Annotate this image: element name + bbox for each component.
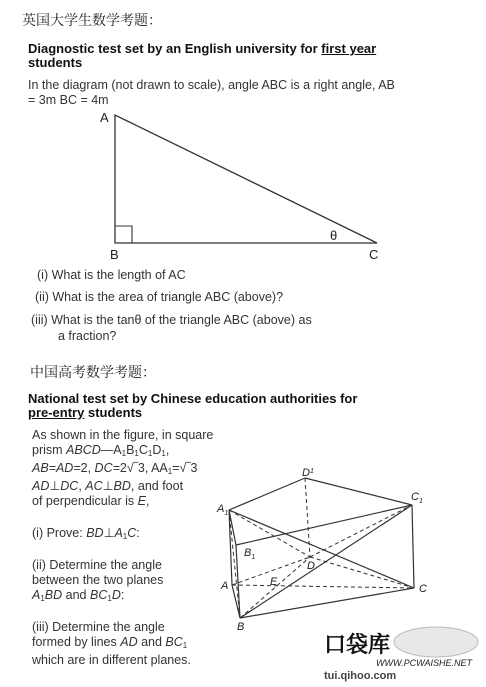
car-logo-icon xyxy=(394,627,478,657)
edge-a-c xyxy=(232,585,414,588)
section2-cn-title: 中国高考数学考题： xyxy=(30,365,156,381)
subscript: 1 xyxy=(121,449,127,458)
q2-math: D xyxy=(111,588,121,602)
label-c1-letter: C xyxy=(411,491,419,503)
angle-label-theta: θ xyxy=(330,228,338,243)
label-b1-sub: 1 xyxy=(251,554,256,561)
edge-b-c xyxy=(240,588,414,618)
edge-a1-d xyxy=(229,510,310,557)
label-a1-sub: 1 xyxy=(224,510,229,517)
q3-text: formed by lines xyxy=(32,635,121,649)
subscript: 1 xyxy=(161,449,166,458)
vertex-label-a: A xyxy=(100,110,109,125)
subscript: 1 xyxy=(107,594,112,603)
edge-d-c xyxy=(310,557,414,588)
perp-math: AD xyxy=(32,479,50,493)
label-b1-letter: B xyxy=(244,547,252,559)
section1-heading-text2: students xyxy=(28,55,83,70)
label-d1-letter: D xyxy=(302,467,310,479)
q3-line-3: which are in different planes. xyxy=(32,653,191,667)
q3-math: AD xyxy=(120,635,138,649)
label-d: D xyxy=(307,560,315,572)
edge-b1-c1 xyxy=(236,505,412,545)
label-d1-sub: 1 xyxy=(309,468,314,475)
intro-line-1: As shown in the figure, in square xyxy=(32,428,214,442)
q2-math: A xyxy=(32,588,41,602)
intro-text: , xyxy=(165,443,170,457)
perp-math: BD xyxy=(113,479,131,493)
section1-question-2: (ii) What is the area of triangle ABC (above)? xyxy=(35,290,284,304)
perp-text: , xyxy=(78,479,86,493)
label-c1 xyxy=(411,491,423,505)
edge-d1-d xyxy=(305,478,310,557)
section2-heading-line2: students xyxy=(84,405,143,420)
intro-math: ABCD xyxy=(66,443,101,457)
section2-heading-underlined: pre-entry xyxy=(28,405,85,420)
cond-math: DC= xyxy=(94,461,120,475)
section1-question-1: (i) What is the length of AC xyxy=(37,268,186,282)
perp-text: of perpendicular is xyxy=(32,494,138,508)
section1-heading-underlined: first year xyxy=(321,41,377,56)
perp-math: E xyxy=(137,494,146,508)
q2-text: and xyxy=(62,588,90,602)
vertex-label-b: B xyxy=(110,247,119,262)
cond-math: AB=AD= xyxy=(32,461,81,475)
q1-text: (i) Prove: xyxy=(32,526,87,540)
subscript: 1 xyxy=(147,449,153,458)
perp-symbol: ⊥ xyxy=(102,479,114,493)
edge-d1-c1 xyxy=(305,478,412,505)
label-a: A xyxy=(221,580,229,592)
section1-cn-title: 英国大学生数学考题： xyxy=(22,13,162,29)
section1-question-3-cont: a fraction? xyxy=(58,329,117,343)
intro-text: B xyxy=(126,443,135,457)
perp-text: , and foot xyxy=(130,479,184,493)
subscript: 1 xyxy=(122,532,128,541)
q2-math: BC xyxy=(89,588,108,602)
prism-labels xyxy=(216,467,427,633)
q2-line-1: (ii) Determine the angle xyxy=(32,558,162,572)
subscript: 1 xyxy=(40,594,45,603)
watermark-url2: tui.qihoo.com xyxy=(324,670,397,682)
label-b: B xyxy=(237,621,245,633)
label-c: C xyxy=(419,583,427,595)
vertex-label-c: C xyxy=(369,247,379,262)
subscript: 1 xyxy=(167,467,173,476)
cond-text: =√‾3 xyxy=(172,461,198,475)
q1-symbol: ⊥ xyxy=(103,526,115,540)
intro-text: prism xyxy=(32,443,67,457)
q3-text: and xyxy=(137,635,166,649)
intro-text: —A xyxy=(100,443,122,457)
intro-text: D xyxy=(152,443,162,457)
section2-heading-line1: National test set by Chinese education authorities for xyxy=(28,391,358,406)
edge-c1-c xyxy=(412,505,414,588)
q3-line-1: (iii) Determine the angle xyxy=(32,620,165,634)
label-c1-sub: 1 xyxy=(418,498,423,505)
q1-text: : xyxy=(136,526,140,540)
q1-math: A xyxy=(114,526,123,540)
cond-text: 2, xyxy=(80,461,95,475)
section1-heading-text: Diagnostic test set by an English university for xyxy=(28,41,322,56)
q1-math: BD xyxy=(86,526,104,540)
q3-math: BC xyxy=(165,635,183,649)
label-e: E xyxy=(270,576,278,588)
section1-question-3: (iii) What is the tanθ of the triangle ABC (above) as xyxy=(31,313,312,327)
q2-math: BD xyxy=(44,588,63,602)
watermark-logo-text: 口袋库 xyxy=(324,632,391,657)
cond-text: AA xyxy=(151,461,168,475)
watermark-logo xyxy=(318,622,483,682)
label-b1 xyxy=(244,547,255,561)
cond-text: 2√‾3, xyxy=(119,461,152,475)
label-d1 xyxy=(302,467,314,479)
intro-text: C xyxy=(138,443,148,457)
q2-line-2: between the two planes xyxy=(32,573,164,587)
label-a1-letter: A xyxy=(217,503,225,515)
edge-a1-d1 xyxy=(229,478,305,510)
perp-math: AC xyxy=(85,479,103,493)
watermark-url1: WWW.PCWAISHE.NET xyxy=(376,658,472,668)
q2-text: : xyxy=(120,588,125,602)
perp-math: DC xyxy=(60,479,79,493)
label-a1 xyxy=(216,503,228,517)
subscript: 1 xyxy=(182,641,188,650)
watermark xyxy=(318,622,483,682)
q1-math: C xyxy=(127,526,137,540)
edge-d-c1 xyxy=(310,505,412,557)
perp-text: , xyxy=(145,494,150,508)
subscript: 1 xyxy=(134,449,139,458)
perp-symbol: ⊥ xyxy=(49,479,61,493)
section1-intro: In the diagram (not drawn to scale), angle ABC is a right angle, AB = 3m BC = 4m xyxy=(28,78,395,107)
prism-solid-edges xyxy=(229,478,414,618)
